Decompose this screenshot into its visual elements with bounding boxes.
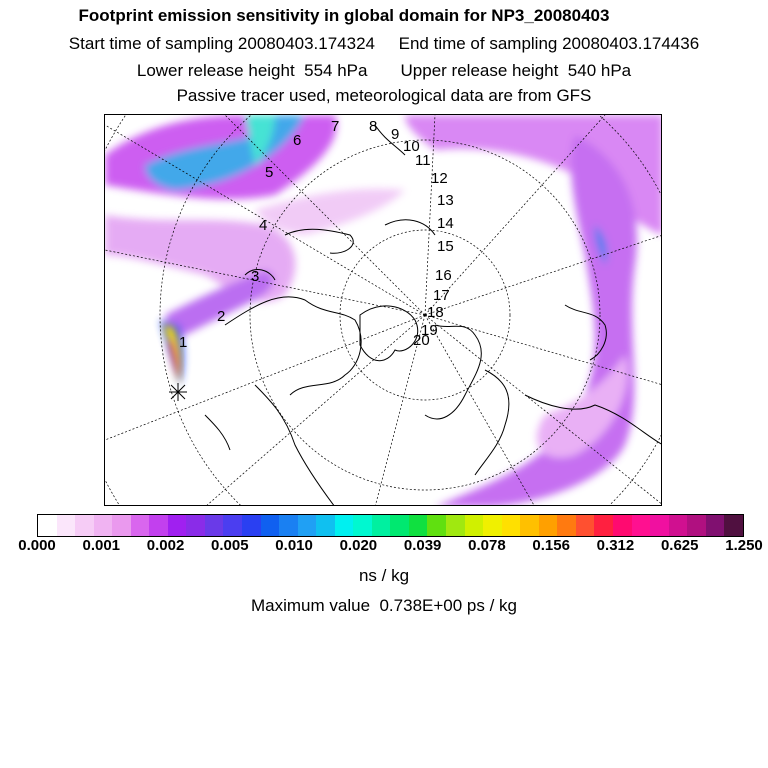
colorbar-cell bbox=[186, 515, 205, 536]
colorbar-cell bbox=[576, 515, 595, 536]
colorbar-cell bbox=[316, 515, 335, 536]
footprint-map bbox=[104, 114, 662, 506]
colorbar-cell bbox=[261, 515, 280, 536]
colorbar-cell bbox=[353, 515, 372, 536]
day-label: 2 bbox=[217, 308, 226, 325]
day-label: 11 bbox=[415, 152, 431, 169]
colorbar-cell bbox=[168, 515, 187, 536]
colorbar-cell bbox=[409, 515, 428, 536]
day-label: 9 bbox=[391, 126, 400, 143]
map-title: Footprint emission sensitivity in global domain for NP3_20080403 bbox=[78, 6, 610, 25]
colorbar-cell bbox=[687, 515, 706, 536]
colorbar-cell bbox=[557, 515, 576, 536]
colorbar-cell bbox=[298, 515, 317, 536]
colorbar-cell bbox=[613, 515, 632, 536]
day-label: 4 bbox=[259, 217, 268, 234]
day-label: 13 bbox=[437, 192, 454, 209]
day-label: 10 bbox=[403, 138, 420, 155]
colorbar-tick-label: 0.156 bbox=[532, 537, 570, 554]
colorbar-cell bbox=[465, 515, 484, 536]
colorbar-cell bbox=[669, 515, 688, 536]
day-label: 17 bbox=[433, 287, 450, 304]
day-label: 16 bbox=[435, 267, 452, 284]
colorbar bbox=[37, 514, 744, 537]
day-label: 15 bbox=[437, 238, 454, 255]
colorbar-tick-label: 0.000 bbox=[18, 537, 56, 554]
colorbar-cell bbox=[650, 515, 669, 536]
colorbar-cell bbox=[57, 515, 76, 536]
colorbar-cell bbox=[446, 515, 465, 536]
colorbar-cell bbox=[335, 515, 354, 536]
colorbar-tick-label: 0.005 bbox=[211, 537, 249, 554]
colorbar-cell bbox=[483, 515, 502, 536]
colorbar-tick-label: 0.010 bbox=[275, 537, 313, 554]
colorbar-tick-label: 1.250 bbox=[725, 537, 763, 554]
day-label: 18 bbox=[427, 304, 444, 321]
colorbar-cell bbox=[131, 515, 150, 536]
day-label: 3 bbox=[251, 268, 260, 285]
colorbar-cell bbox=[724, 515, 743, 536]
colorbar-cell bbox=[205, 515, 224, 536]
tracer-info-line: Passive tracer used, meteorological data are from GFS bbox=[176, 86, 592, 105]
colorbar-cell bbox=[390, 515, 409, 536]
day-label: 19 bbox=[421, 322, 438, 339]
day-label: 5 bbox=[265, 164, 274, 181]
day-label: 8 bbox=[369, 118, 378, 135]
colorbar-tick-label: 0.312 bbox=[596, 537, 635, 554]
colorbar-cell bbox=[38, 515, 57, 536]
map-canvas bbox=[105, 115, 662, 506]
colorbar-cell bbox=[94, 515, 113, 536]
colorbar-cell bbox=[279, 515, 298, 536]
maximum-value-line: Maximum value 0.738E+00 ps / kg bbox=[251, 596, 517, 615]
colorbar-cell bbox=[75, 515, 94, 536]
colorbar-tick-label: 0.020 bbox=[339, 537, 378, 554]
colorbar-cell bbox=[242, 515, 261, 536]
colorbar-cell bbox=[372, 515, 391, 536]
colorbar-cell bbox=[706, 515, 725, 536]
colorbar-cell bbox=[112, 515, 131, 536]
release-height-line: Lower release height 554 hPa Upper release height 540 hPa bbox=[136, 61, 632, 80]
colorbar-cell bbox=[427, 515, 446, 536]
release-point-marker bbox=[169, 383, 187, 401]
colorbar-cell bbox=[594, 515, 613, 536]
day-label: 12 bbox=[431, 170, 448, 187]
day-label: 7 bbox=[331, 118, 340, 135]
sampling-time-line: Start time of sampling 20080403.174324 End time of sampling 20080403.174436 bbox=[68, 34, 700, 53]
colorbar-tick-label: 0.002 bbox=[146, 537, 185, 554]
colorbar-units: ns / kg bbox=[358, 566, 410, 585]
day-label: 20 bbox=[413, 332, 430, 349]
colorbar-tick-label: 0.001 bbox=[82, 537, 121, 554]
colorbar-tick-label: 0.039 bbox=[403, 537, 442, 554]
colorbar-cell bbox=[502, 515, 521, 536]
colorbar-cell bbox=[539, 515, 558, 536]
day-label: 1 bbox=[179, 334, 188, 351]
colorbar-cell bbox=[520, 515, 539, 536]
day-label: 6 bbox=[293, 132, 302, 149]
colorbar-tick-label: 0.625 bbox=[660, 537, 699, 554]
colorbar-tick-label: 0.078 bbox=[468, 537, 506, 554]
day-label: 14 bbox=[437, 215, 454, 232]
colorbar-cell bbox=[223, 515, 242, 536]
colorbar-cell bbox=[632, 515, 651, 536]
colorbar-cell bbox=[149, 515, 168, 536]
